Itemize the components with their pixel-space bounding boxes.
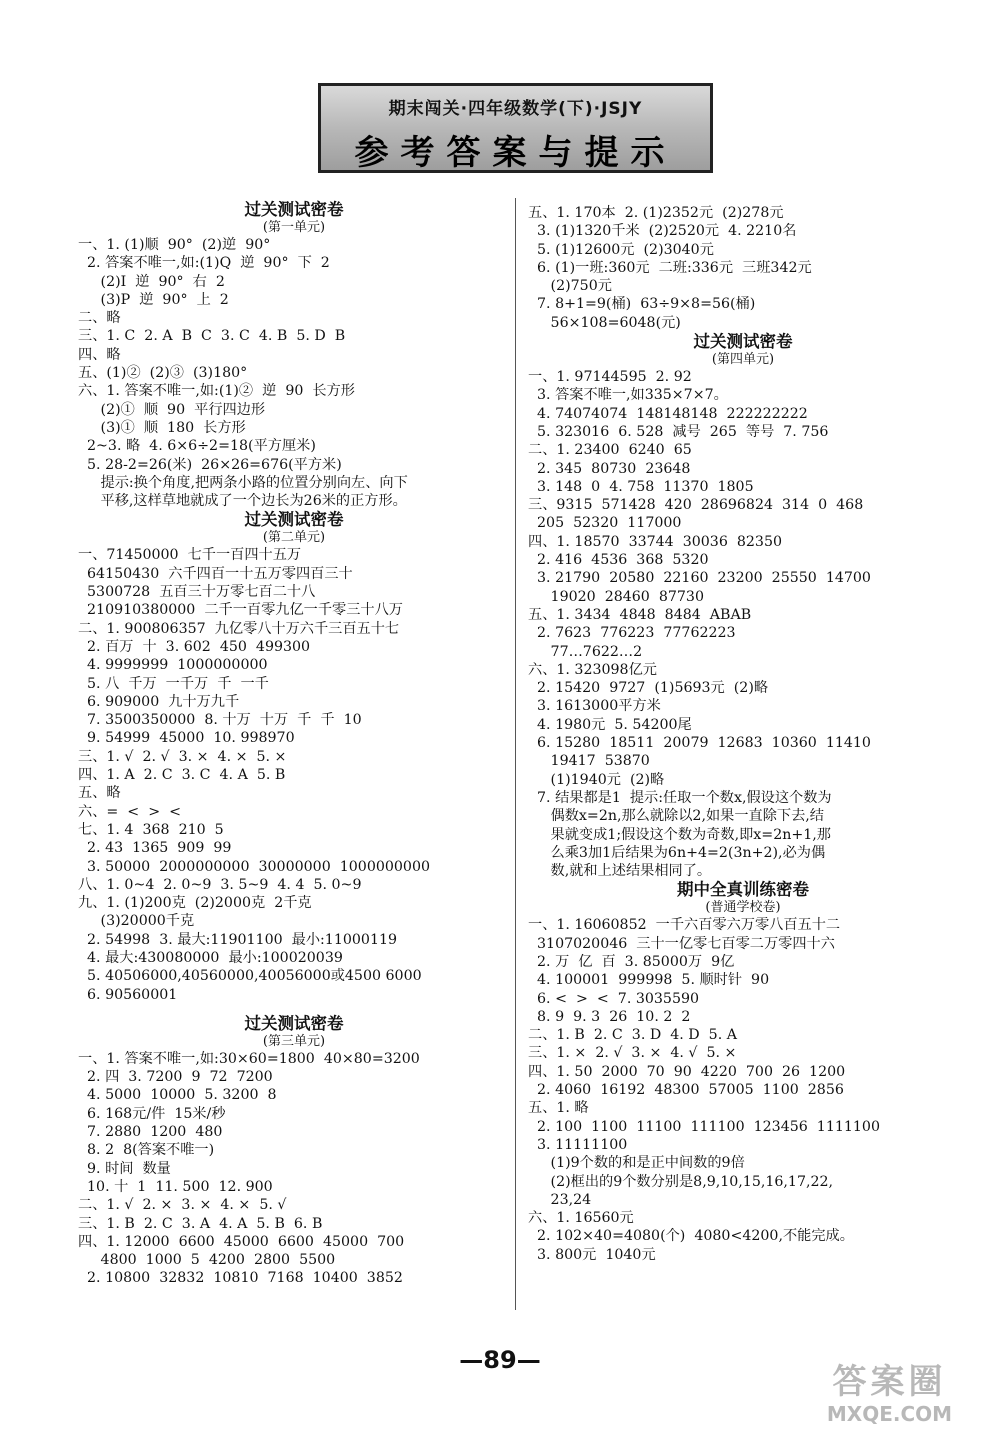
answer-line: 4. 1980元 5. 54200尾 bbox=[528, 716, 692, 733]
answer-line: 四、1. A 2. C 3. C 4. A 5. B bbox=[78, 767, 286, 784]
column-divider bbox=[515, 198, 516, 1310]
section-title: 期中全真训练密卷 bbox=[677, 880, 809, 900]
answer-line: 6. (1)一班:360元 二班:336元 三班342元 bbox=[528, 259, 812, 276]
section-subtitle: (第三单元) bbox=[262, 1033, 326, 1049]
banner-subtitle: 期末闯关·四年级数学(下)·JSJY bbox=[388, 99, 643, 119]
answer-line: 2. 7623 776223 77762223 bbox=[528, 625, 736, 642]
answer-line: 6. 90560001 bbox=[78, 986, 178, 1003]
answer-line: (2)750元 bbox=[528, 278, 612, 295]
watermark-logo bbox=[807, 1362, 972, 1430]
answer-line: 19417 53870 bbox=[528, 753, 650, 770]
answer-line: 三、1. √ 2. √ 3. × 4. × 5. × bbox=[78, 748, 287, 765]
answer-line: 一、1. 答案不唯一,如:30×60=1800 40×80=3200 bbox=[78, 1050, 420, 1067]
right-column bbox=[528, 204, 958, 1264]
answer-line: 提示:换个角度,把两条小路的位置分别向左、向下 bbox=[78, 474, 408, 491]
answer-line: 四、1. 50 2000 70 90 4220 700 26 1200 bbox=[528, 1063, 846, 1080]
answer-line: (1)1940元 (2)略 bbox=[528, 771, 665, 788]
answer-line: 3. 50000 2000000000 30000000 1000000000 bbox=[78, 858, 430, 875]
banner-title: 参考答案与提示 bbox=[354, 133, 677, 173]
answer-line: (2)① 顺 90 平行四边形 bbox=[78, 401, 266, 418]
section-midterm bbox=[528, 880, 958, 1264]
section-title: 过关测试密卷 bbox=[244, 1013, 344, 1033]
answer-line: 二、1. 900806357 九亿零八十万六千三百五十七 bbox=[78, 620, 400, 637]
answer-line: 一、1. 16060852 一千六百零六万零八百五十二 bbox=[528, 917, 841, 934]
section-unit-2 bbox=[78, 510, 510, 1003]
answer-line: 么乘3加1后结果为6n+4=2(3n+2),必为偶 bbox=[528, 844, 826, 861]
section-title: 过关测试密卷 bbox=[693, 332, 793, 352]
page-number: —89— bbox=[459, 1346, 541, 1374]
answer-line: (2)I 逆 90° 右 2 bbox=[78, 273, 225, 290]
answer-line: 一、1. (1)顺 90° (2)逆 90° bbox=[78, 237, 271, 253]
answer-line: 果就变成1;假设这个数为奇数,即x=2n+1,那 bbox=[528, 826, 831, 843]
answer-line: 2. 43 1365 909 99 bbox=[78, 840, 232, 857]
answer-line: 2~3. 略 4. 6×6÷2=18(平方厘米) bbox=[78, 438, 316, 455]
answer-line: 4. 最大:430080000 最小:100020039 bbox=[78, 949, 343, 966]
answer-line: (1)9个数的和是正中间数的9倍 bbox=[528, 1155, 745, 1172]
answer-line: 5. 40506000,40560000,40056000或4500 6000 bbox=[78, 968, 422, 985]
answer-line: 四、1. 12000 6600 45000 6600 45000 700 bbox=[78, 1233, 405, 1250]
answer-line: 6. 15280 18511 20079 12683 10360 11410 bbox=[528, 735, 871, 752]
answer-line: 9. 54999 45000 10. 998970 bbox=[78, 730, 295, 747]
answer-line: 77…7622…2 bbox=[528, 643, 643, 660]
section-unit-3 bbox=[78, 1014, 510, 1288]
answer-line: 3. 800元 1040元 bbox=[528, 1246, 656, 1263]
answer-line: 3. (1)1320千米 (2)2520元 4. 2210名 bbox=[528, 223, 797, 240]
answer-line: 九、1. (1)200克 (2)2000克 2千克 bbox=[78, 895, 312, 912]
answer-line: 10. 十 1 11. 500 12. 900 bbox=[78, 1178, 273, 1195]
answer-line: 5. 28-2=26(米) 26×26=676(平方米) bbox=[78, 456, 342, 473]
answer-line: 7. 2880 1200 480 bbox=[78, 1124, 223, 1141]
answer-line: (3)① 顺 180 长方形 bbox=[78, 419, 246, 436]
section-unit-3-continued bbox=[528, 204, 958, 332]
answer-line: 3. 1613000平方米 bbox=[528, 698, 661, 715]
title-banner bbox=[318, 83, 713, 173]
answer-line: 3107020046 三十一亿零七百零二万零四十六 bbox=[528, 935, 835, 952]
answer-line: (3)P 逆 90° 上 2 bbox=[78, 291, 229, 308]
section-subtitle: (普通学校卷) bbox=[705, 900, 781, 916]
answer-line: 2. 4060 16192 48300 57005 1100 2856 bbox=[528, 1082, 844, 1099]
section-unit-1 bbox=[78, 200, 510, 510]
answer-line: 2. 54998 3. 最大:11901100 最小:11000119 bbox=[78, 931, 398, 948]
answer-line: 6. 168元/件 15米/秒 bbox=[78, 1105, 226, 1122]
answer-line: 56×108=6048(元) bbox=[528, 314, 681, 331]
answer-line: 五、1. 3434 4848 8484 ABAB bbox=[528, 606, 752, 623]
left-column bbox=[78, 200, 510, 1288]
answer-line: 4. 100001 999998 5. 顺时针 90 bbox=[528, 972, 770, 989]
answer-line: 9. 时间 数量 bbox=[78, 1160, 171, 1177]
answer-line: 偶数x=2n,那么就除以2,如果一直除下去,结 bbox=[528, 808, 824, 825]
answer-line: 4800 1000 5 4200 2800 5500 bbox=[78, 1252, 336, 1269]
answer-line: 4. 9999999 1000000000 bbox=[78, 657, 268, 674]
answer-line: 3. 答案不唯一,如335×7×7。 bbox=[528, 387, 728, 404]
answer-line: 3. 148 0 4. 758 11370 1805 bbox=[528, 478, 754, 495]
answer-line: 五、1. 略 bbox=[528, 1100, 589, 1117]
answer-line: 二、1. B 2. C 3. D 4. D 5. A bbox=[528, 1027, 737, 1044]
answer-line: 2. 100 1100 11100 111100 123456 1111100 bbox=[528, 1118, 880, 1135]
answer-line: 4. 5000 10000 5. 3200 8 bbox=[78, 1087, 277, 1104]
answer-line: 8. 9 9. 3 26 10. 2 2 bbox=[528, 1008, 691, 1025]
answer-line: 6. < > < 7. 3035590 bbox=[528, 990, 700, 1007]
section-subtitle: (第一单元) bbox=[262, 220, 326, 235]
answer-line: 一、71450000 七千一百四十五万 bbox=[78, 547, 302, 564]
answer-line: 五、1. 170本 2. (1)2352元 (2)278元 bbox=[528, 205, 784, 221]
section-subtitle: (第二单元) bbox=[262, 530, 326, 546]
answer-line: 2. 答案不唯一,如:(1)Q 逆 90° 下 2 bbox=[78, 255, 330, 272]
answer-line: 四、1. 18570 33744 30036 82350 bbox=[528, 533, 783, 550]
answer-line: 4. 74074074 148148148 222222222 bbox=[528, 405, 808, 422]
answer-line: 2. 345 80730 23648 bbox=[528, 460, 691, 477]
answer-line: 六、= < > < bbox=[78, 803, 181, 820]
answer-line: 五、略 bbox=[78, 785, 121, 802]
answer-line: 八、1. 0~4 2. 0~9 3. 5~9 4. 4 5. 0~9 bbox=[78, 876, 362, 893]
answer-line: 二、略 bbox=[78, 310, 121, 327]
answer-line: 数,就和上述结果相同了。 bbox=[528, 863, 712, 880]
answer-line: 2. 百万 十 3. 602 450 499300 bbox=[78, 638, 311, 655]
answer-line: 2. 万 亿 百 3. 85000万 9亿 bbox=[528, 953, 735, 970]
answer-line: 5. 323016 6. 528 减号 265 等号 7. 756 bbox=[528, 423, 829, 440]
answer-line: 8. 2 8(答案不唯一) bbox=[78, 1142, 215, 1159]
answer-line: 2. 15420 9727 (1)5693元 (2)略 bbox=[528, 680, 769, 697]
answer-line: 六、1. 323098亿元 bbox=[528, 661, 657, 678]
answer-line: 2. 416 4536 368 5320 bbox=[528, 552, 709, 569]
answer-line: 3. 11111100 bbox=[528, 1136, 628, 1153]
answer-line: 7. 8+1=9(桶) 63÷9×8=56(桶) bbox=[528, 296, 756, 313]
answer-line: 六、1. 答案不唯一,如:(1)② 逆 90 长方形 bbox=[78, 383, 355, 400]
answer-line: 23,24 bbox=[528, 1191, 592, 1208]
section-subtitle: (第四单元) bbox=[711, 352, 775, 368]
answer-line: 205 52320 117000 bbox=[528, 515, 682, 532]
watermark-title: 答案圈 bbox=[832, 1362, 947, 1402]
answer-line: 三、1. C 2. A B C 3. C 4. B 5. D B bbox=[78, 328, 346, 345]
answer-line: 210910380000 二千一百零九亿一千零三十八万 bbox=[78, 602, 403, 619]
answer-line: 七、1. 4 368 210 5 bbox=[78, 821, 224, 838]
answer-line: 5. 八 千万 一千万 千 一千 bbox=[78, 675, 269, 692]
answer-line: 三、1. × 2. √ 3. × 4. √ 5. × bbox=[528, 1045, 737, 1062]
answer-line: 二、1. 23400 6240 65 bbox=[528, 442, 692, 459]
answer-line: 一、1. 97144595 2. 92 bbox=[528, 369, 692, 386]
section-unit-4 bbox=[528, 332, 958, 880]
answer-line: 19020 28460 87730 bbox=[528, 588, 704, 605]
answer-line: 二、1. √ 2. × 3. × 4. × 5. √ bbox=[78, 1197, 287, 1214]
answer-line: 2. 102×40=4080(个) 4080<4200,不能完成。 bbox=[528, 1228, 854, 1245]
answer-line: 3. 21790 20580 22160 23200 25550 14700 bbox=[528, 570, 871, 587]
answer-line: 7. 3500350000 8. 十万 十万 千 千 10 bbox=[78, 712, 362, 729]
answer-line: 五、(1)② (2)③ (3)180° bbox=[78, 365, 248, 382]
answer-line: 四、略 bbox=[78, 346, 121, 363]
answer-line: (3)20000千克 bbox=[78, 913, 195, 930]
answer-line: 7. 结果都是1 提示:任取一个数x,假设这个数为 bbox=[528, 789, 832, 806]
answer-line: 5300728 五百三十万零七百二十八 bbox=[78, 584, 316, 601]
answer-line: 三、1. B 2. C 3. A 4. A 5. B 6. B bbox=[78, 1215, 323, 1232]
answer-line: 64150430 六千四百一十五万零四百三十 bbox=[78, 565, 353, 582]
answer-line: 2. 四 3. 7200 9 72 7200 bbox=[78, 1069, 273, 1086]
answer-line: 2. 10800 32832 10810 7168 10400 3852 bbox=[78, 1270, 403, 1287]
answer-line: 三、9315 571428 420 28696824 314 0 468 bbox=[528, 497, 864, 514]
section-title: 过关测试密卷 bbox=[244, 200, 344, 219]
answer-line: 6. 909000 九十万九千 bbox=[78, 693, 240, 710]
answer-line: 平移,这样草地就成了一个边长为26米的正方形。 bbox=[78, 493, 407, 510]
answer-line: (2)框出的9个数分别是8,9,10,15,16,17,22, bbox=[528, 1173, 834, 1190]
answer-line: 5. (1)12600元 (2)3040元 bbox=[528, 241, 714, 258]
section-title: 过关测试密卷 bbox=[244, 510, 344, 530]
watermark-url: MXQE.COM bbox=[826, 1402, 953, 1426]
answer-line: 六、1. 16560元 bbox=[528, 1210, 634, 1227]
